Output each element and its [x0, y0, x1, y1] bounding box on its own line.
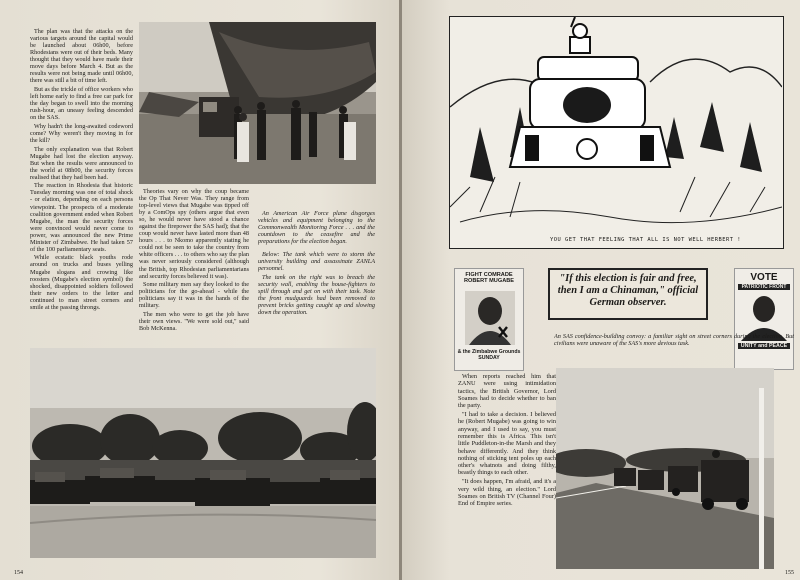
paragraph: The reaction in Rhodesia that historic Tuesday morning was one of total shock - or elation, depending on each persons viewpoint. The prospects of a moderate coalition government ended when Robert Mugabe, the man the security forces were convinced would never come to power, was announced the new Prime Minister of Zimbabwe. He had taken 57 of the 100 parliamentary seats.	[30, 182, 133, 253]
right-page	[402, 0, 800, 580]
page-number-left: 154	[14, 570, 23, 576]
poster-left-footer: & the Zimbabwe Grounds SUNDAY	[457, 349, 521, 361]
paragraph: But as the trickle of office workers who left home early to find a free car park for the day began to swell into the morning rush-hour, an uneasy feeling descended on the SAS.	[30, 85, 133, 122]
paragraph: "I had to take a decision. I believed he (Robert Mugabe) was going to win anyway, and I used to say, you must remember this is Africa. This isn't little Puddleton-in-the Marsh and they behave differently. And they think nothing of sticking tent poles up each other's whatnots and doing filthy, beastly things to each other.	[458, 411, 556, 477]
caption-tanks-1: Below: The tank which were to storm the university building and assassinate ZANLA personnel.	[258, 251, 375, 273]
paragraph: The only explanation was that Robert Mugabe had lost the election anyway. But when the results were announced to the world at 08h00, the security forces realised that they had been had.	[30, 145, 133, 181]
poster-right-party: PATRIOTIC FRONT	[738, 284, 790, 290]
photo-aircraft-unloading	[139, 22, 376, 184]
cartoon-tank-drawing	[449, 16, 784, 249]
caption-aircraft: An American Air Force plane disgorges vehicles and equipment belonging to the Commonwealth Monitoring Force . . . and the countdown to the ceasefire and the preparations for the election began.	[258, 210, 375, 246]
poster-left-headline: FIGHT COMRADE ROBERT MUGABE	[463, 272, 515, 284]
photo-tanks	[30, 348, 376, 558]
caption-tanks-2: The tank on the right was to breach the security wall, enabling the house-fighters to spill through and get on with their task. Note the front mudguards had been removed to prevent bricks getting caught up and slowing down the operation.	[258, 273, 375, 317]
paragraph: The plan was that the attacks on the various targets around the capital would be launched about 06h00, before Rhodesians were out of their beds. Many thought that they would have made their move days before March 4. But as the results were not being made until 06h00, there was still a bit of time left.	[30, 28, 133, 85]
poster-right-vote: VOTE	[750, 272, 778, 283]
caption-convoy: An SAS confidence-building convoy: a familiar sight on street corners during the election. But civilians were unaware of the SAS's more devious task.	[554, 333, 794, 348]
right-body-text	[458, 373, 556, 569]
photo-convoy	[556, 368, 774, 569]
page-number-right: 155	[785, 570, 794, 576]
cartoon-caption: YOU GET THAT FEELING THAT ALL IS NOT WELL HERBERT !	[550, 237, 742, 243]
paragraph: "It does happen, I'm afraid, and it's a very wild thing, an election." Lord Soames on British TV (Channel Four) End of Empire series.	[458, 478, 556, 508]
quote-text: "If this election is fair and free, then I am a Chinaman," official German observer.	[557, 273, 699, 308]
poster-right-footer: UNITY and PEACE	[738, 343, 790, 349]
paragraph: The men who were to get the job have their own views. "We were sold out," said Bob McKenna.	[139, 310, 249, 333]
paragraph: While ecstatic black youths rode around on trucks and buses yelling Mugabe slogans and crowing like roosters (Mugabe's election symbol) the shocked, disappointed soldiers followed their new orders to the letter and continued to man street corners and smile at the passing throngs.	[30, 254, 133, 311]
paragraph: When reports reached him that ZANU were using intimidation tactics, the British Governor, Lord Soames had to decide whether to ban the party.	[458, 373, 556, 410]
poster-comrade-mugabe	[454, 268, 524, 371]
paragraph: Why hadn't the long-awaited codeword come? Why weren't they moving in for the kill?	[30, 122, 133, 144]
paragraph: Some military men say they looked to the politicians for the go-ahead - while the politicians say it was in the hands of the military.	[139, 281, 249, 310]
left-column-2	[139, 188, 249, 338]
paragraph: Theories vary on why the coup became the Op That Never Was. They range from top-level views that Mugabe was tipped off by a ComOps spy (others argue that even so, he would never have stood a chance against the firepower the SAS had); that the coup would never have lasted more than 48 hours . . . to Nkomo apparently stating he could not be seen to take the country from white officers . . . to others who say the plan was never seriously considered (although the British, top Rhodesian parliamentarians and security forces believed it was).	[139, 188, 249, 280]
left-captions	[258, 210, 375, 345]
quote-box	[548, 268, 708, 320]
left-column-1	[30, 28, 133, 373]
